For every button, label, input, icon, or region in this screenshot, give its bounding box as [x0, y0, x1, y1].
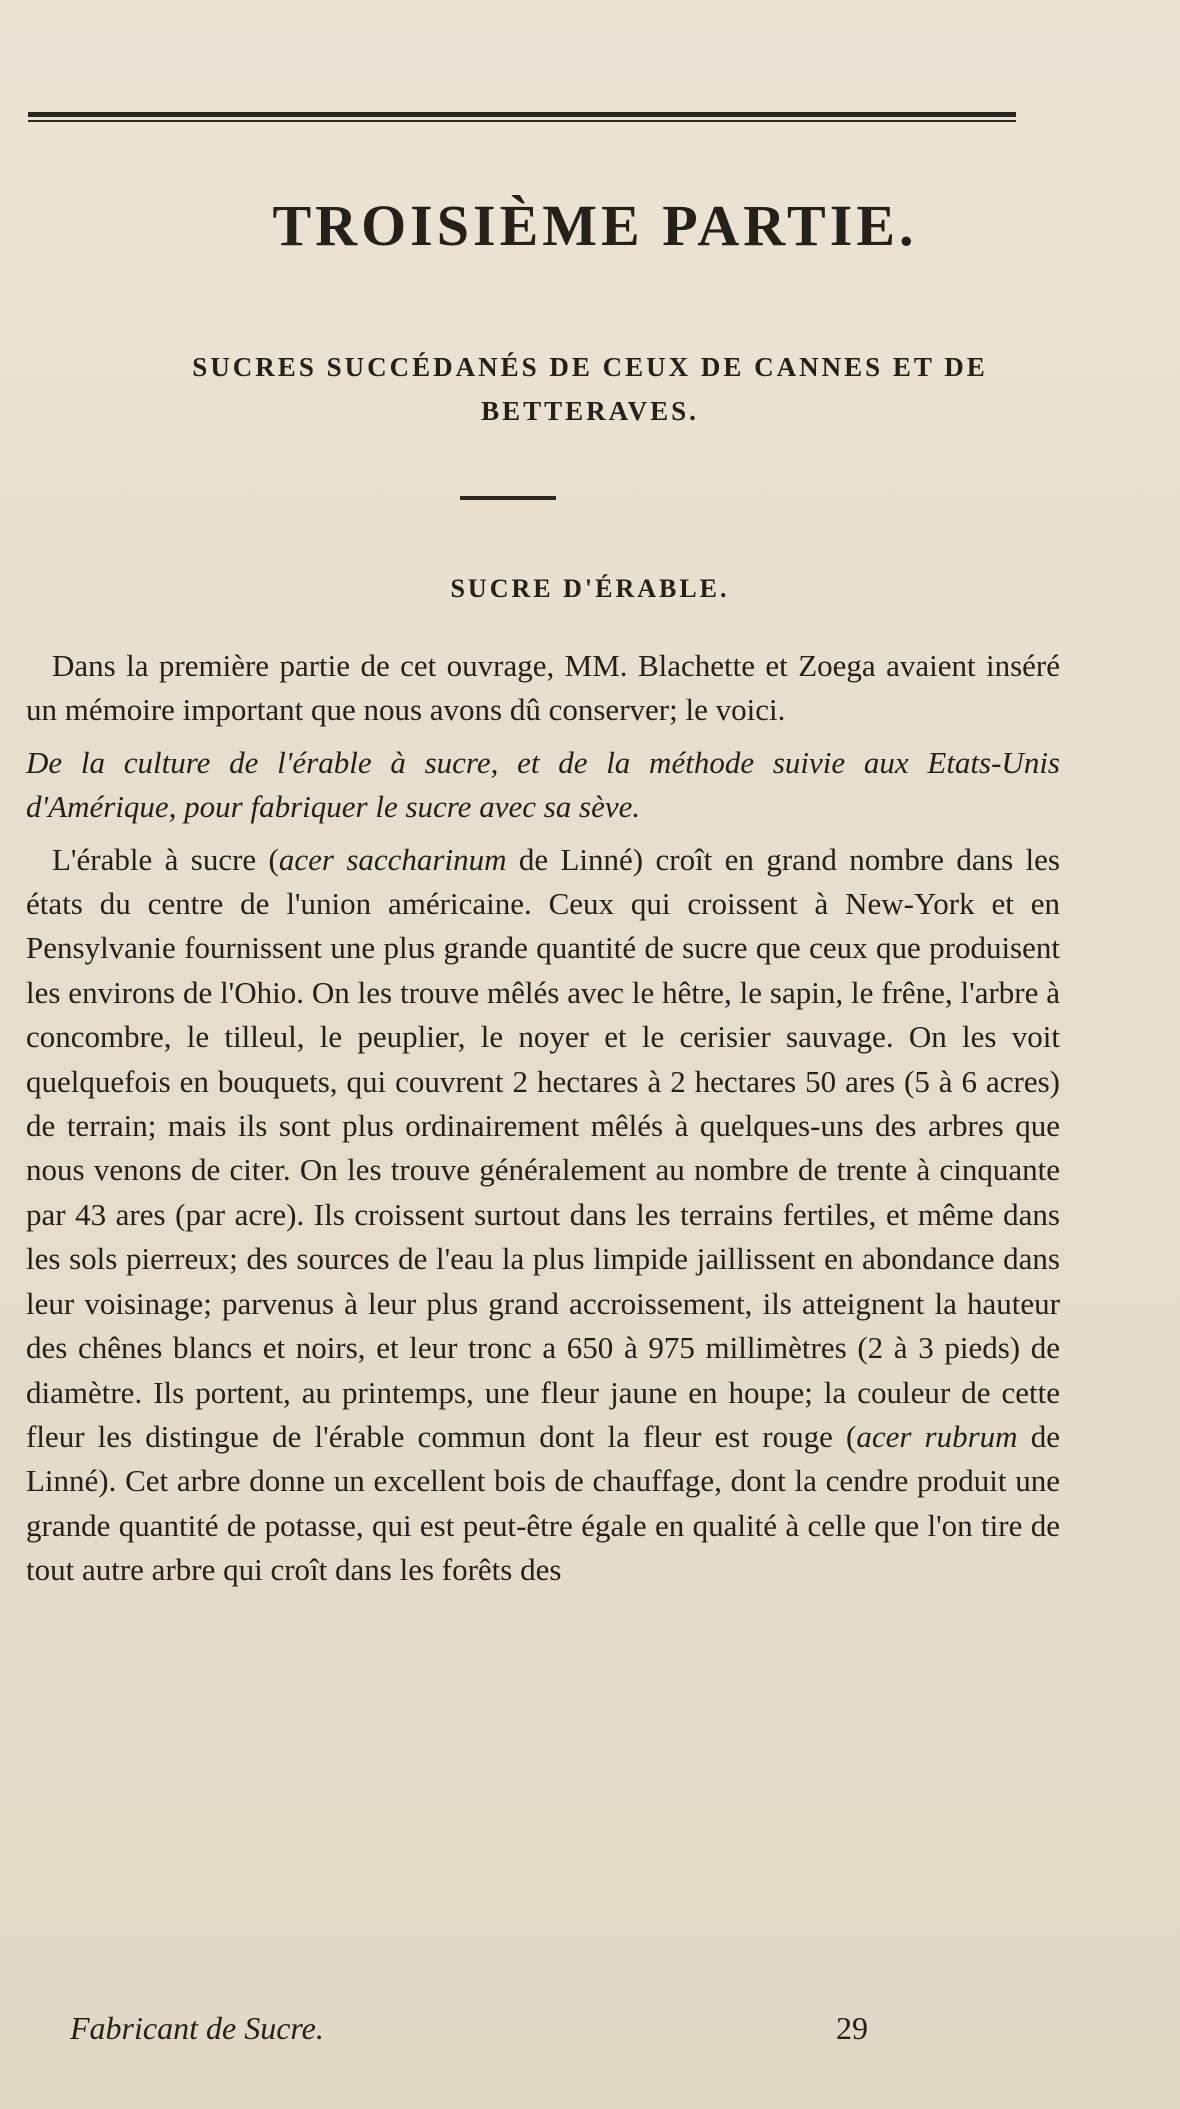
page-footer	[70, 2010, 1030, 2060]
section-divider	[460, 496, 556, 500]
paragraph-memoir-title: De la culture de l'érable à sucre, et de la méthode suivie aux Etats-Unis d'Amérique, pour fabriquer le sucre avec sa sève.	[26, 744, 1060, 825]
main-text-part-1: L'érable à sucre (	[52, 841, 279, 877]
section-title: SUCRE D'ÉRABLE.	[450, 574, 730, 603]
running-title: Fabricant de Sucre.	[70, 2010, 324, 2046]
paragraph-main	[26, 838, 1060, 1593]
subtitle-line-2: BETTERAVES.	[481, 396, 699, 426]
main-text-part-3: de Linné). Cet arbre donne un excellent bois de chauffage, dont la cendre produit une grande quantité de potasse, qui est peut-être égale en qualité à celle que l'on tire de tout autre arbre qui croît dans les forêts des	[26, 1418, 1060, 1588]
subtitle	[60, 345, 1120, 433]
paragraph-intro: Dans la première partie de cet ouvrage, MM. Blachette et Zoega avaient inséré un mémoire important que nous avons dû conserver; le voici.	[26, 648, 1060, 728]
subtitle-line-1: SUCRES SUCCÉDANÉS DE CEUX DE CANNES ET DE	[192, 352, 988, 382]
main-text-part-2: de Linné) croît en grand nombre dans les états du centre de l'union américaine. Ceux qui croissent à New-York et en Pensylvanie fournissent une plus grande quantité de sucre que ceux que produisent les environs de l'Ohio. On les trouve mêlés avec le hêtre, le sapin, le frêne, l'arbre à concombre, le tilleul, le peuplier, le noyer et le cerisier sauvage. On les voit quelquefois en bouquets, qui couvrent 2 hectares à 2 hectares 50 ares (5 à 6 acres) de terrain; mais ils sont plus ordinairement mêlés à quelques-uns des arbres que nous venons de citer. On les trouve généralement au nombre de trente à cinquante par 43 ares (par acre). Ils croissent surtout dans les terrains fertiles, et même dans les sols pierreux; des sources de l'eau la plus limpide jaillissent en abondance dans leur voisinage; parvenus à leur plus grand accroissement, ils atteignent la hauteur des chênes blancs et noirs, et leur tronc a 650 à 975 millimètres (2 à 3 pieds) de diamètre. Ils portent, au printemps, une fleur jaune en houpe; la couleur de cette fleur les distingue de l'érable commun dont la fleur est rouge (	[26, 841, 1060, 1454]
latin-name-rubrum: acer rubrum	[856, 1418, 1018, 1454]
part-title: TROISIÈME PARTIE.	[272, 193, 918, 258]
latin-name-saccharinum: acer saccharinum	[278, 841, 507, 877]
body-text	[26, 644, 1060, 1593]
page-number: 29	[836, 2010, 868, 2046]
top-double-rule	[28, 112, 1016, 122]
